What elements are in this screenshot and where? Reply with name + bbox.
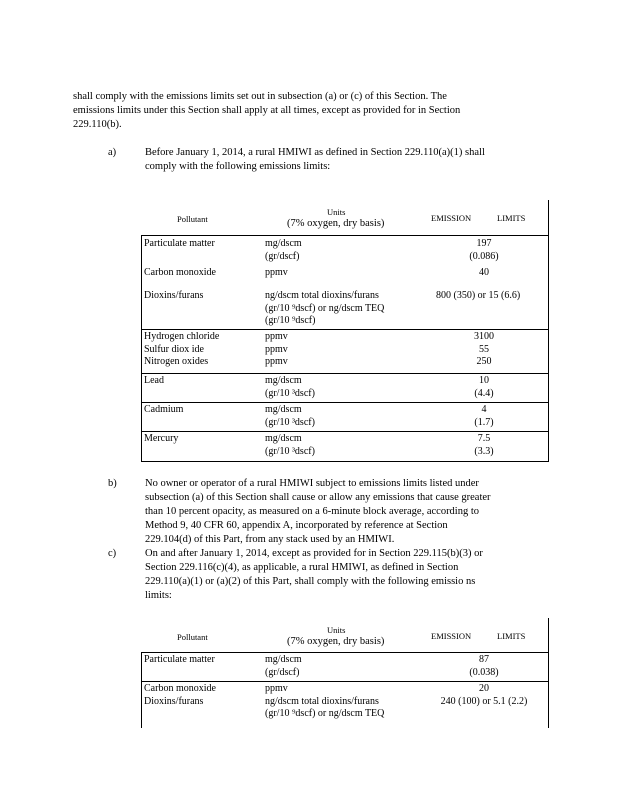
header-units-title: Units bbox=[327, 625, 346, 635]
header-limits: LIMITS bbox=[497, 213, 526, 223]
section-b-line: No owner or operator of a rural HMIWI subject to emissions limits listed under bbox=[145, 478, 479, 489]
section-b-line: Method 9, 40 CFR 60, appendix A, incorporated by reference at Section bbox=[145, 520, 448, 531]
limit-cell: 7.5 (3.3) bbox=[474, 433, 494, 457]
table-divider bbox=[141, 373, 549, 374]
emissions-table-a bbox=[141, 200, 549, 462]
section-c-line: limits: bbox=[145, 590, 172, 601]
emissions-table-c bbox=[141, 618, 549, 728]
header-units-title: Units bbox=[327, 207, 346, 217]
header-limits: LIMITS bbox=[497, 631, 526, 641]
table-divider bbox=[141, 329, 549, 330]
intro-line: 229.110(b). bbox=[73, 119, 122, 130]
units-cell: mg/dscm (gr/dscf) bbox=[265, 238, 302, 262]
table-left-border bbox=[141, 652, 142, 728]
header-emission: EMISSION bbox=[431, 213, 472, 223]
table-divider bbox=[141, 652, 549, 653]
table-left-border bbox=[141, 235, 142, 462]
limit-cell: 800 (350) or 15 (6.6) bbox=[436, 290, 521, 301]
header-pollutant: Pollutant bbox=[177, 632, 208, 642]
table-divider bbox=[141, 402, 549, 403]
units-cell: mg/dscm (gr/10 ³dscf) bbox=[265, 433, 315, 457]
section-c-line: Section 229.116(c)(4), as applicable, a rural HMIWI, as defined in Section bbox=[145, 562, 459, 573]
pollutant-cell: Lead bbox=[144, 375, 164, 386]
intro-paragraph bbox=[73, 90, 543, 132]
table-divider bbox=[141, 461, 549, 462]
limit-cell: 40 bbox=[479, 267, 489, 278]
section-b-paragraph bbox=[145, 477, 535, 547]
pollutant-cell: Mercury bbox=[144, 433, 179, 444]
table-right-border bbox=[548, 618, 549, 728]
limit-cell: 197 (0.086) bbox=[469, 238, 499, 262]
units-cell: mg/dscm (gr/dscf) bbox=[265, 654, 302, 678]
section-c-label: c) bbox=[108, 548, 117, 559]
units-cell: ppmv ppmv ppmv bbox=[265, 331, 288, 367]
pollutant-cell: Cadmium bbox=[144, 404, 184, 415]
units-cell: mg/dscm (gr/10 ³dscf) bbox=[265, 404, 315, 428]
header-units-sub: (7% oxygen, dry basis) bbox=[287, 636, 385, 647]
pollutant-cell: Carbon monoxide bbox=[144, 267, 216, 278]
header-emission: EMISSION bbox=[431, 631, 472, 641]
section-b-line: than 10 percent opacity, as measured on a 6-minute block average, according to bbox=[145, 506, 480, 517]
limit-cell: 4 (1.7) bbox=[474, 404, 494, 428]
section-c-line: On and after January 1, 2014, except as provided for in Section 229.115(b)(3) or bbox=[145, 548, 483, 559]
section-a-line: comply with the following emissions limits: bbox=[145, 161, 331, 172]
units-cell: ppmv ng/dscm total dioxins/furans (gr/10 ⁹dscf) or ng/dscm TEQ bbox=[265, 683, 385, 719]
section-c-line: 229.110(a)(1) or (a)(2) of this Part, shall comply with the following emissio ns bbox=[145, 576, 476, 587]
limit-cell: 3100 55 250 bbox=[474, 331, 494, 367]
units-cell: ppmv bbox=[265, 267, 288, 278]
intro-line: emissions limits under this Section shall apply at all times, except as provided for in Section bbox=[73, 105, 461, 116]
table-divider bbox=[141, 235, 549, 236]
section-a-line: Before January 1, 2014, a rural HMIWI as defined in Section 229.110(a)(1) shall bbox=[145, 147, 485, 158]
units-cell: ng/dscm total dioxins/furans (gr/10 ⁹dscf) or ng/dscm TEQ (gr/10 ⁹dscf) bbox=[265, 290, 385, 326]
section-a-paragraph bbox=[145, 146, 535, 174]
pollutant-cell: Dioxins/furans bbox=[144, 290, 204, 301]
pollutant-cell: Carbon monoxide Dioxins/furans bbox=[144, 683, 216, 707]
intro-line: shall comply with the emissions limits set out in subsection (a) or (c) of this Section. The bbox=[73, 91, 447, 102]
limit-cell: 87 (0.038) bbox=[469, 654, 499, 678]
units-cell: mg/dscm (gr/10 ³dscf) bbox=[265, 375, 315, 399]
section-b-label: b) bbox=[108, 478, 117, 489]
table-divider bbox=[141, 681, 549, 682]
section-c-paragraph bbox=[145, 547, 535, 603]
header-pollutant: Pollutant bbox=[177, 214, 208, 224]
section-a-label: a) bbox=[108, 147, 117, 158]
limit-cell: 10 (4.4) bbox=[474, 375, 494, 399]
pollutant-cell: Hydrogen chloride Sulfur diox ide Nitrogen oxides bbox=[144, 331, 220, 367]
table-divider bbox=[141, 431, 549, 432]
pollutant-cell: Particulate matter bbox=[144, 238, 215, 249]
table-right-border bbox=[548, 200, 549, 462]
pollutant-cell: Particulate matter bbox=[144, 654, 215, 665]
section-b-line: subsection (a) of this Section shall cause or allow any emissions that cause greater bbox=[145, 492, 491, 503]
header-units-sub: (7% oxygen, dry basis) bbox=[287, 218, 385, 229]
limit-cell: 20 240 (100) or 5.1 (2.2) bbox=[440, 683, 528, 707]
section-b-line: 229.104(d) of this Part, from any stack used by an HMIWI. bbox=[145, 534, 395, 545]
